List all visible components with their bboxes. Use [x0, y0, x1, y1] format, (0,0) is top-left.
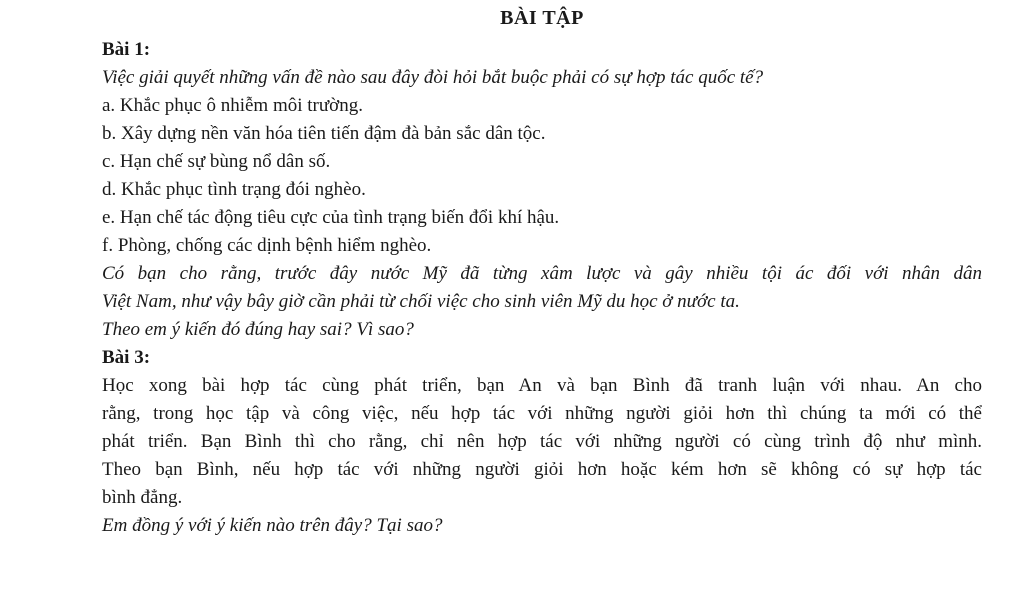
exercise-3-question: Em đồng ý với ý kiến nào trên đây? Tại sao?	[102, 515, 443, 536]
exercise-3-line-2: rằng, trong học tập và công việc, nếu hợp tác với những người giỏi hơn thì chúng ta mới có thể	[102, 403, 982, 424]
exercise-1-option-c: c. Hạn chế sự bùng nổ dân số.	[102, 151, 331, 172]
exercise-3-line-1: Học xong bài hợp tác cùng phát triển, bạn An và bạn Bình đã tranh luận với nhau. An cho	[102, 375, 982, 396]
exercise-3-line-4: Theo bạn Bình, nếu hợp tác với những người giỏi hơn hoặc kém hơn sẽ không có sự hợp tác	[102, 459, 982, 480]
exercise-1-heading: Bài 1:	[102, 39, 151, 60]
exercise-1-option-f: f. Phòng, chống các dịnh bệnh hiểm nghèo.	[102, 235, 432, 256]
exercise-1-option-a: a. Khắc phục ô nhiễm môi trường.	[102, 95, 363, 116]
exercise-1-question: Việc giải quyết những vấn đề nào sau đây đòi hỏi bắt buộc phải có sự hợp tác quốc tế?	[102, 67, 764, 88]
exercise-3-heading: Bài 3:	[102, 347, 151, 368]
exercise-1-option-d: d. Khắc phục tình trạng đói nghèo.	[102, 179, 366, 200]
exercise-3-line-5: bình đẳng.	[102, 487, 183, 508]
exercise-3-line-3: phát triển. Bạn Bình thì cho rằng, chỉ nên hợp tác với những người có cùng trình độ như mình.	[102, 431, 982, 452]
document-body	[102, 36, 982, 540]
exercise-1-option-e: e. Hạn chế tác động tiêu cực của tình trạng biến đổi khí hậu.	[102, 207, 560, 228]
exercise-2-question: Theo em ý kiến đó đúng hay sai? Vì sao?	[102, 319, 414, 340]
exercise-1-option-b: b. Xây dựng nền văn hóa tiên tiến đậm đà bản sắc dân tộc.	[102, 123, 546, 144]
page-title: BÀI TẬP	[500, 7, 584, 29]
exercise-2-line-2: Việt Nam, như vậy bây giờ cần phải từ chối việc cho sinh viên Mỹ du học ở nước ta.	[102, 291, 740, 312]
exercise-2-line-1: Có bạn cho rằng, trước đây nước Mỹ đã từng xâm lược và gây nhiều tội ác đối với nhân dân	[102, 263, 982, 284]
